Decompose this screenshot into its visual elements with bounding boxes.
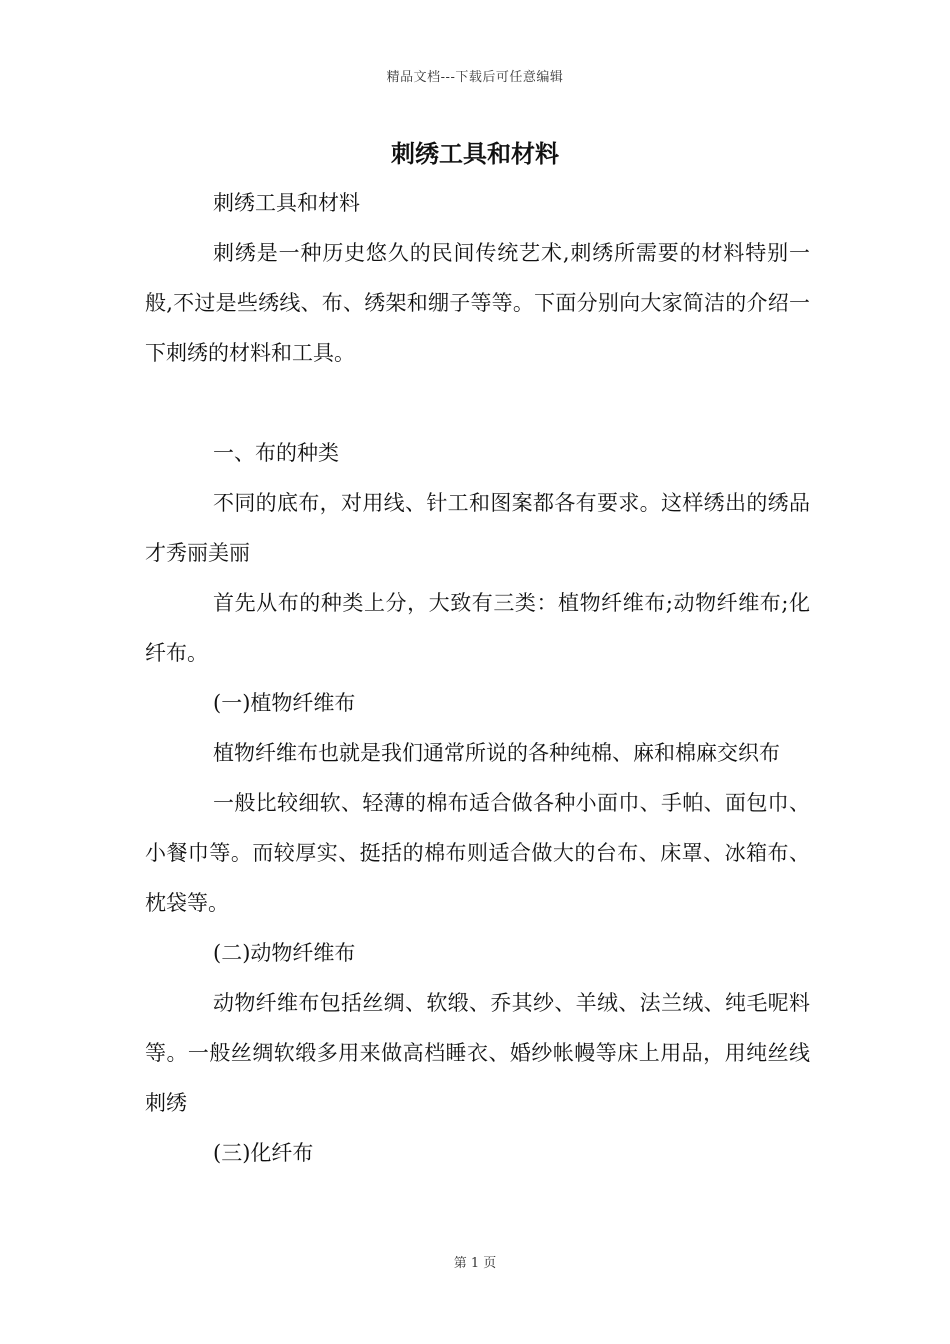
page-header: 精品文档---下载后可任意编辑 xyxy=(386,70,564,85)
subheading-plant-fiber: (一)植物纤维布 xyxy=(213,691,356,715)
paragraph-animal-fiber: 动物纤维布包括丝绸、软缎、乔其纱、羊绒、法兰绒、纯毛呢料等。一般丝绸软缎多用来做高档睡衣、婚纱帐幔等床上用品，用纯丝线刺绣 xyxy=(145,991,810,1115)
paragraph-fabric-categories: 首先从布的种类上分，大致有三类：植物纤维布;动物纤维布;化纤布。 xyxy=(145,591,810,665)
paragraph-subtitle: 刺绣工具和材料 xyxy=(213,191,360,215)
section-heading-fabric-types: 一、布的种类 xyxy=(213,441,339,465)
subheading-synthetic-fiber: (三)化纤布 xyxy=(213,1141,314,1165)
document-title: 刺绣工具和材料 xyxy=(391,139,559,168)
paragraph-fabric-requirements: 不同的底布，对用线、针工和图案都各有要求。这样绣出的绣品才秀丽美丽 xyxy=(145,491,810,565)
paragraph-intro: 刺绣是一种历史悠久的民间传统艺术,刺绣所需要的材料特别一般,不过是些绣线、布、绣架和绷子等等。下面分别向大家简洁的介绍一下刺绣的材料和工具。 xyxy=(145,241,810,365)
paragraph-cotton-usage: 一般比较细软、轻薄的棉布适合做各种小面巾、手帕、面包巾、小餐巾等。而较厚实、挺括的棉布则适合做大的台布、床罩、冰箱布、枕袋等。 xyxy=(145,791,810,915)
subheading-animal-fiber: (二)动物纤维布 xyxy=(213,941,356,965)
document-body xyxy=(145,178,810,1178)
paragraph-spacer xyxy=(145,378,810,428)
page-footer: 第 1 页 xyxy=(453,1256,497,1271)
paragraph-plant-fiber: 植物纤维布也就是我们通常所说的各种纯棉、麻和棉麻交织布 xyxy=(213,741,780,765)
